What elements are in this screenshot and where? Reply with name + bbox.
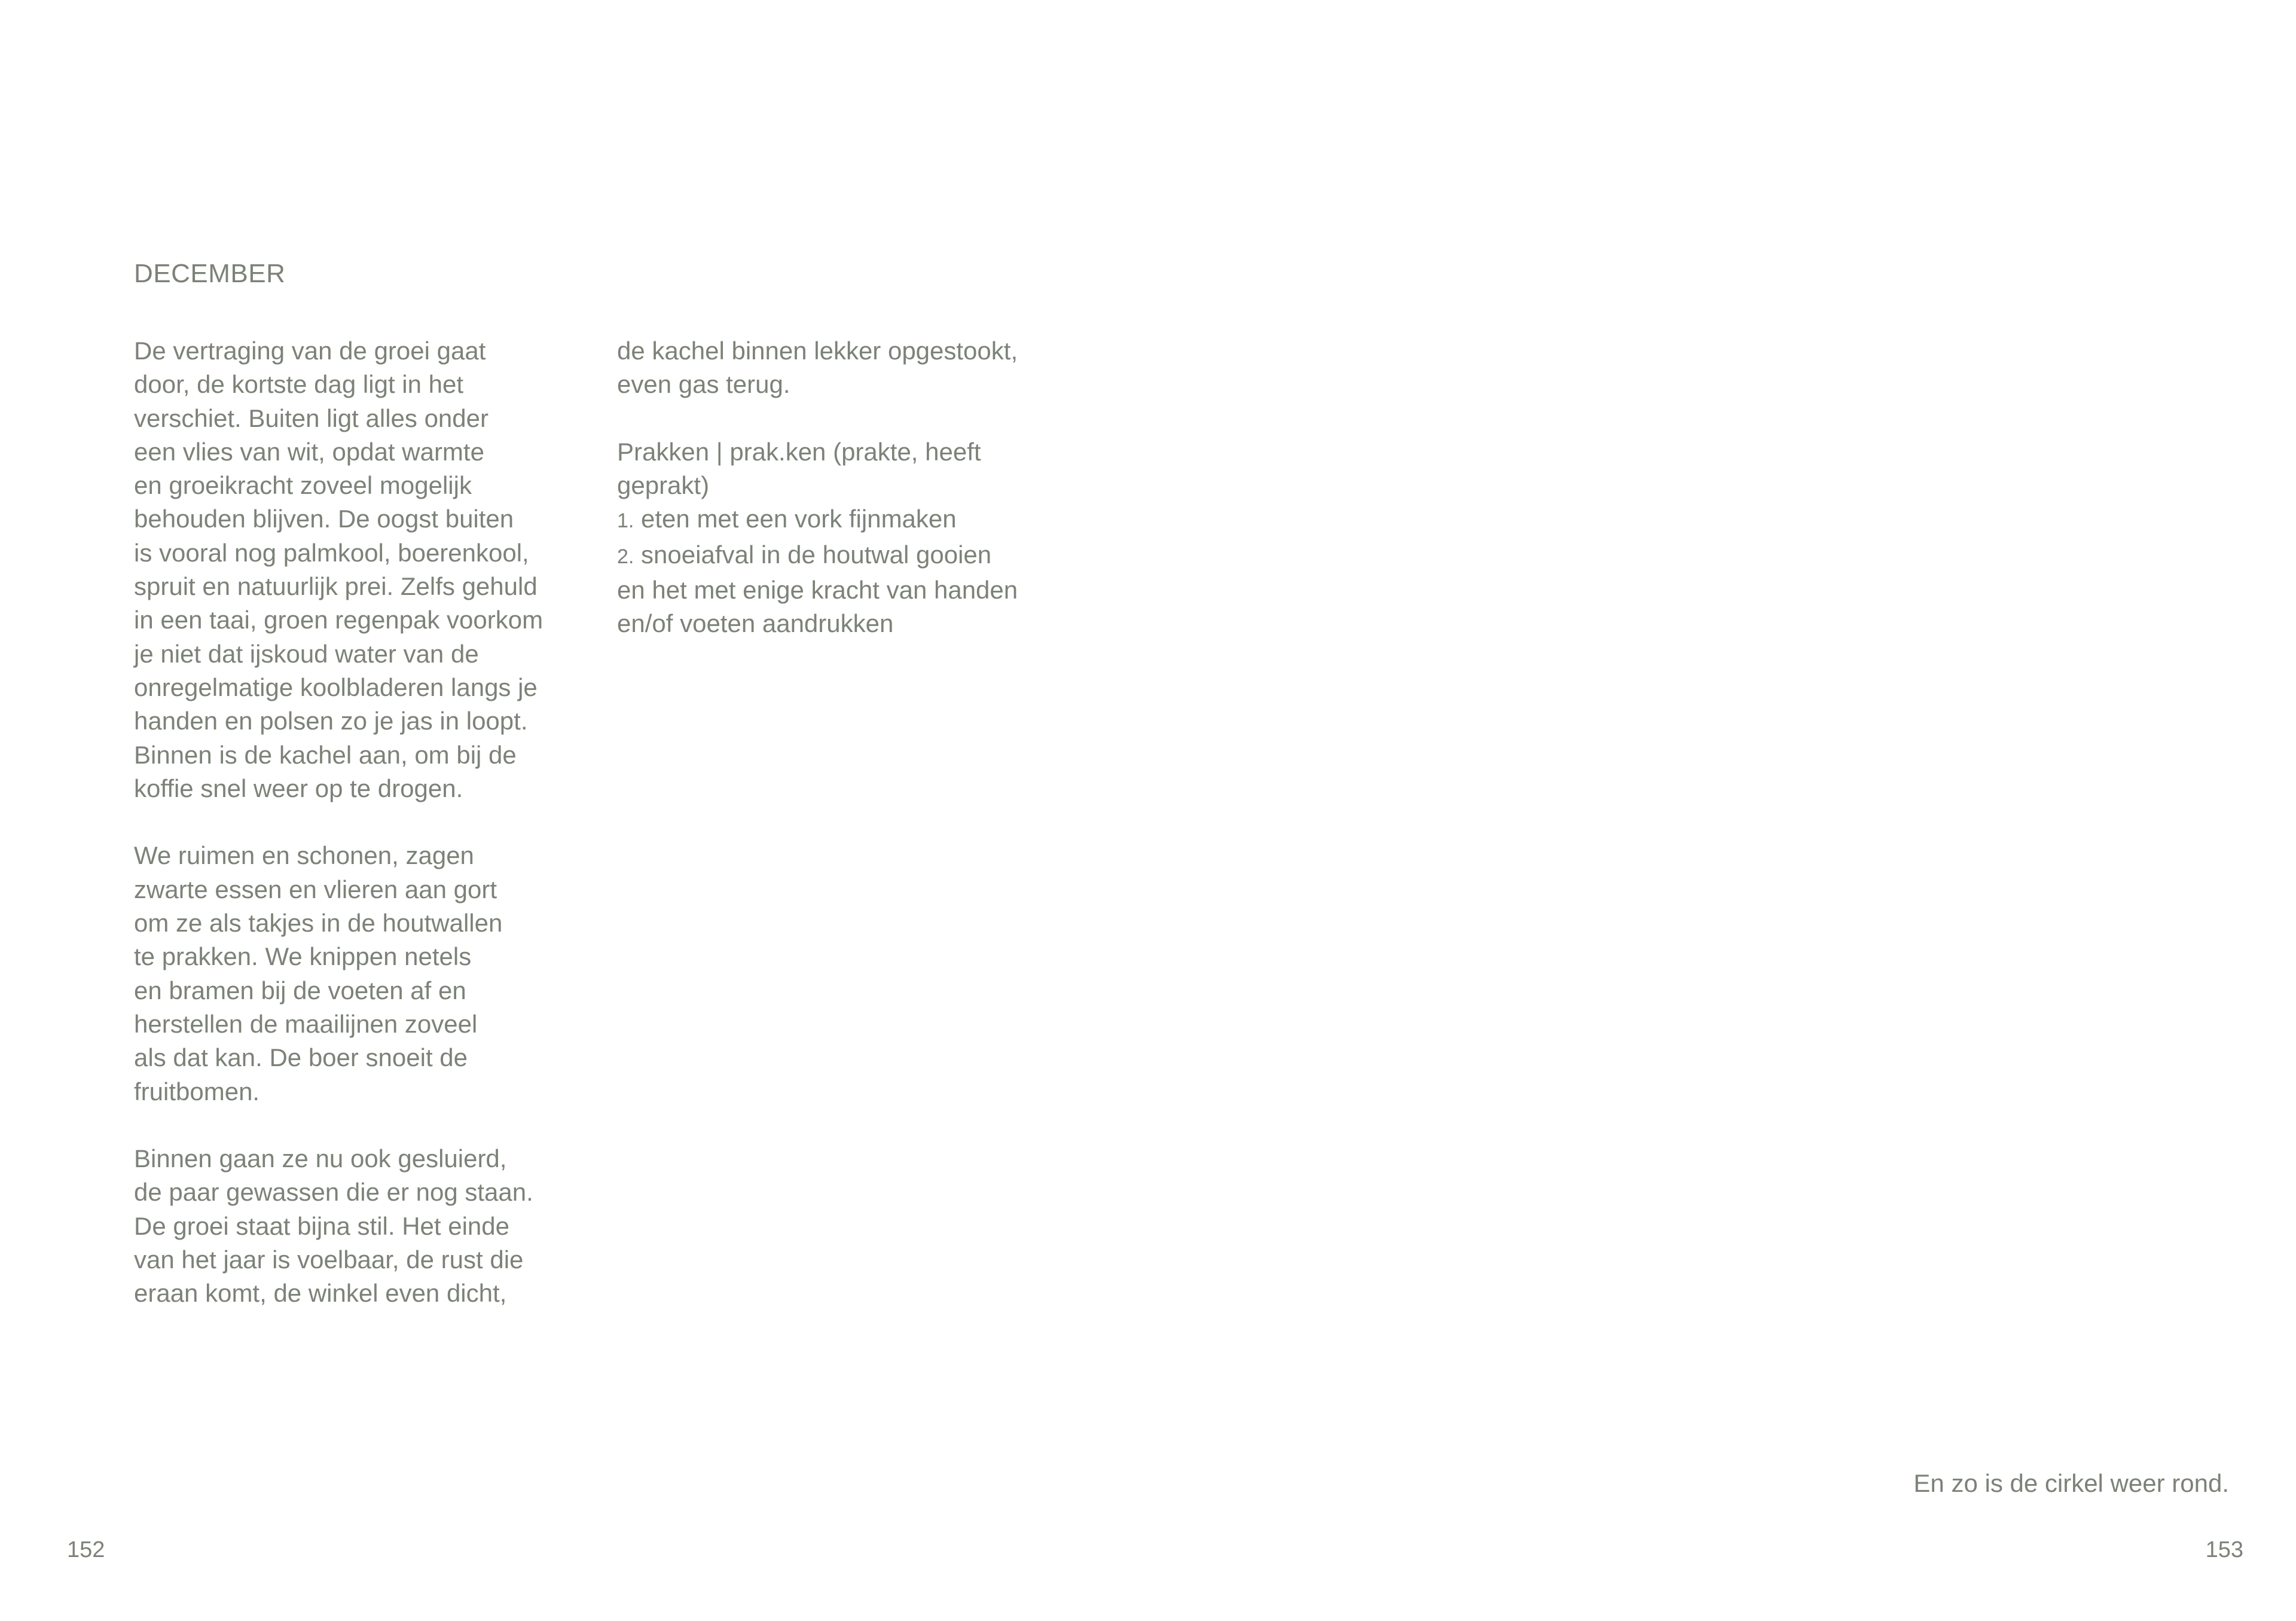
text-line: en bramen bij de voeten af en	[134, 976, 466, 1005]
text-line: om ze als takjes in de houtwallen	[134, 909, 503, 938]
definition-number: 1.	[617, 509, 634, 533]
text-line: door, de kortste dag ligt in het	[134, 370, 464, 399]
right-text-column	[617, 334, 1060, 641]
text-line: Binnen gaan ze nu ook gesluierd,	[134, 1144, 507, 1173]
text-line: De vertraging van de groei gaat	[134, 337, 486, 365]
text-line: en groeikracht zoveel mogelijk	[134, 471, 472, 500]
definition-text: en het met enige kracht van handen	[617, 576, 1018, 605]
text-line: behouden blijven. De oogst buiten	[134, 505, 514, 533]
page-number-left: 152	[67, 1537, 105, 1562]
left-text-column	[134, 334, 576, 1311]
text-line: in een taai, groen regenpak voorkom	[134, 606, 544, 634]
text-line: eraan komt, de winkel even dicht,	[134, 1279, 507, 1308]
definition-term: geprakt)	[617, 471, 710, 500]
text-line: is vooral nog palmkool, boerenkool,	[134, 538, 529, 567]
definition-item-1	[617, 502, 1060, 538]
text-line: even gas terug.	[617, 370, 790, 399]
text-line: koffie snel weer op te drogen.	[134, 774, 463, 802]
text-line: zwarte essen en vlieren aan gort	[134, 875, 497, 903]
text-line: de paar gewassen die er nog staan.	[134, 1178, 533, 1207]
text-line: fruitbomen.	[134, 1077, 260, 1106]
definition-number: 2.	[617, 545, 634, 568]
text-line: een vlies van wit, opdat warmte	[134, 437, 484, 466]
text-line: de kachel binnen lekker opgestookt,	[617, 337, 1018, 365]
text-line: je niet dat ijskoud water van de	[134, 639, 479, 668]
text-line: Binnen is de kachel aan, om bij de	[134, 740, 517, 769]
paragraph-3	[134, 1142, 576, 1310]
definition-text: snoeiafval in de houtwal gooien	[641, 540, 992, 569]
text-line: De groei staat bijna stil. Het einde	[134, 1211, 510, 1240]
text-line: We ruimen en schonen, zagen	[134, 841, 474, 870]
paragraph-1	[134, 334, 576, 805]
text-line: spruit en natuurlijk prei. Zelfs gehuld	[134, 572, 538, 601]
text-line: handen en polsen zo je jas in loopt.	[134, 707, 528, 735]
paragraph-2	[134, 839, 576, 1108]
closing-line: En zo is de cirkel weer rond.	[1913, 1469, 2229, 1497]
text-line: te prakken. We knippen netels	[134, 942, 472, 971]
definition-text: eten met een vork fijnmaken	[641, 505, 957, 533]
page-number-right: 153	[2205, 1537, 2243, 1562]
definition-term: Prakken | prak.ken (prakte, heeft	[617, 437, 981, 466]
text-line: onregelmatige koolbladeren langs je	[134, 673, 538, 701]
text-line: van het jaar is voelbaar, de rust die	[134, 1245, 524, 1274]
text-line: verschiet. Buiten ligt alles onder	[134, 404, 488, 432]
text-line: als dat kan. De boer snoeit de	[134, 1043, 468, 1072]
definition-block	[617, 435, 1060, 641]
definition-text: en/of voeten aandrukken	[617, 609, 894, 638]
definition-item-2	[617, 538, 1060, 573]
text-line: herstellen de maailijnen zoveel	[134, 1009, 478, 1038]
section-heading: DECEMBER	[134, 259, 286, 288]
continuation-paragraph	[617, 334, 1060, 402]
